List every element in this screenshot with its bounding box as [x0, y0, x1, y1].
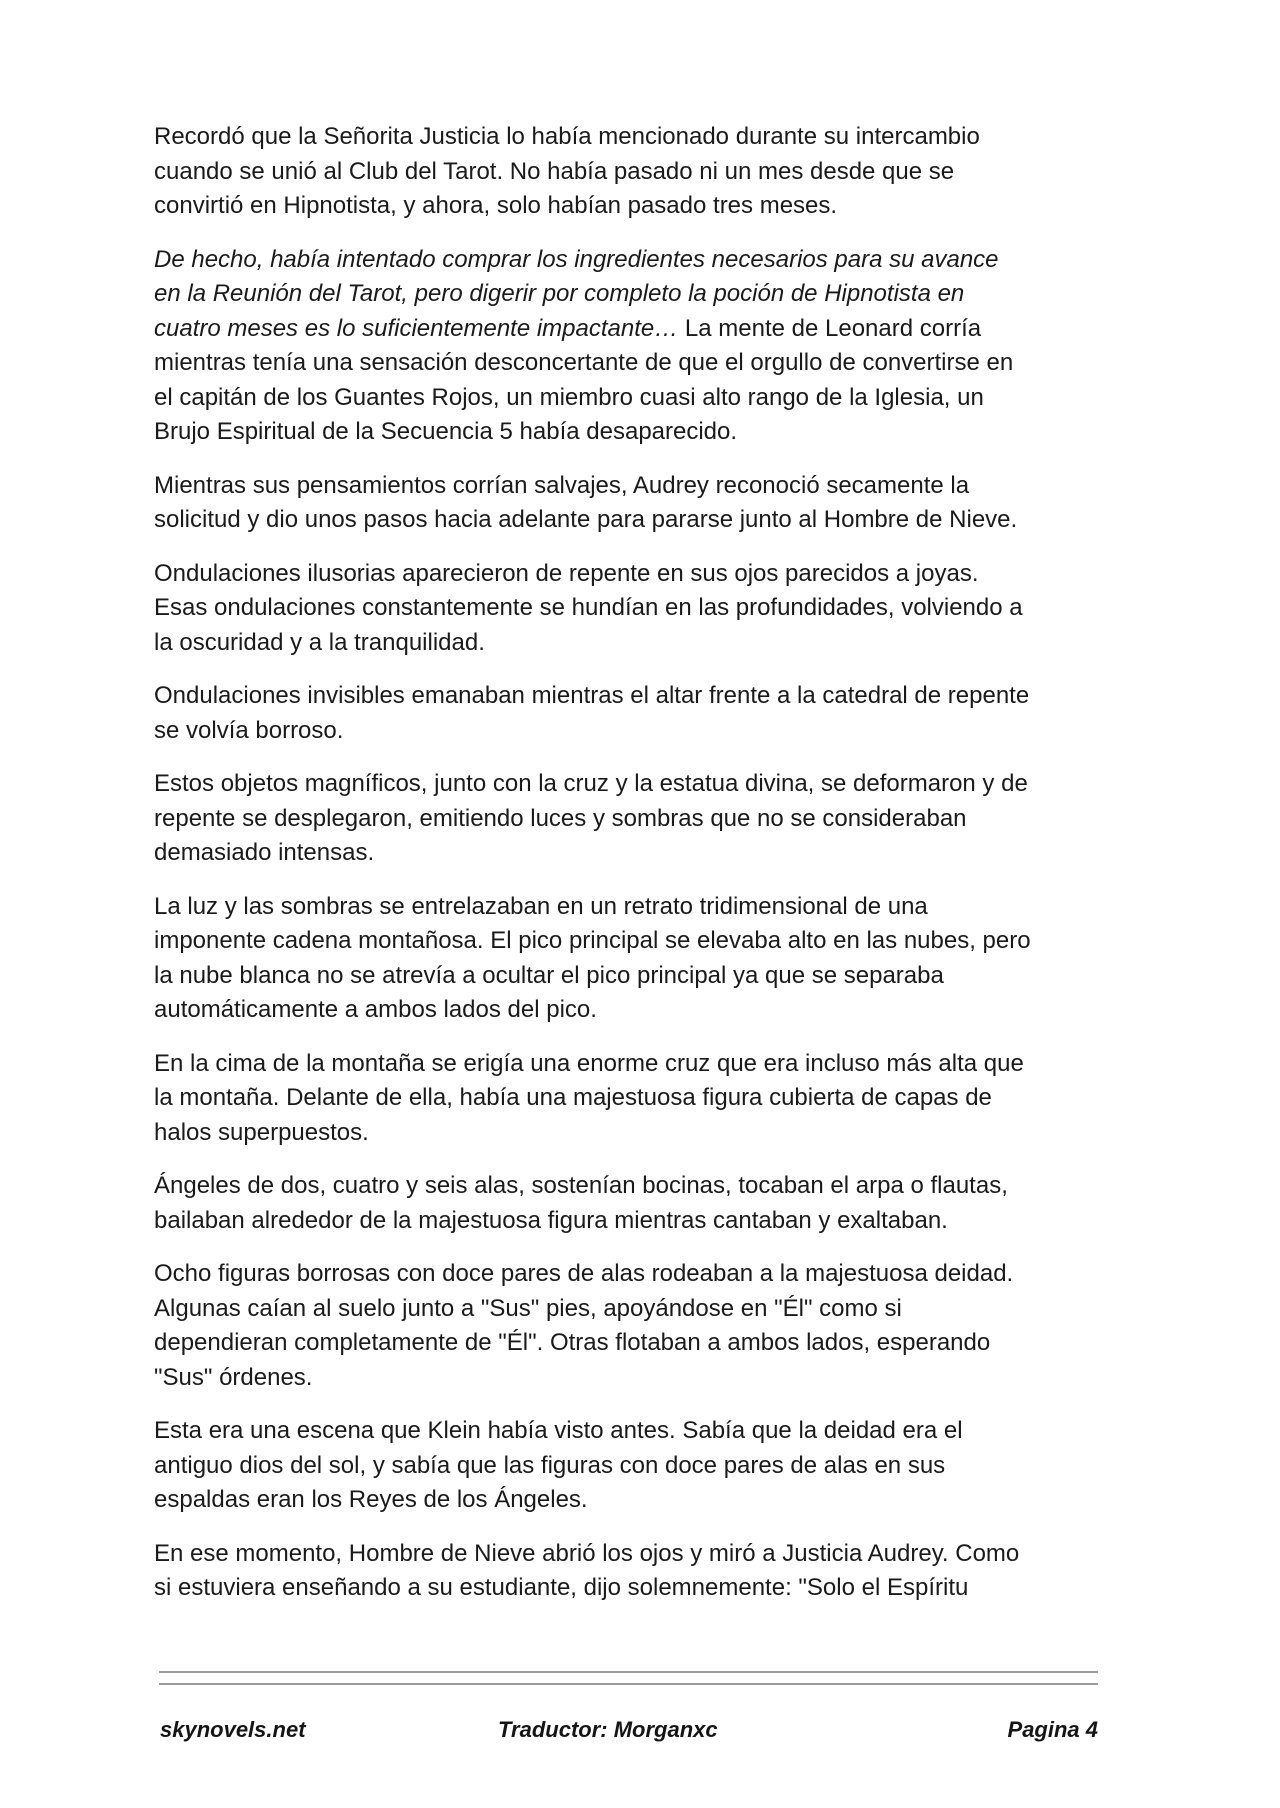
text-line: [154, 1361, 1154, 1396]
text-run: Algunas caían al suelo junto a "Sus" pies, apoyándose en "Él" como si: [154, 1294, 902, 1322]
text-run: convirtió en Hipnotista, y ahora, solo habían pasado tres meses.: [154, 192, 838, 219]
italic-text-run: De hecho, había intentado comprar los ingredientes necesarios para su avance: [154, 245, 999, 273]
text-run: espaldas eran los Reyes de los Ángeles.: [154, 1486, 588, 1513]
text-run: el capitán de los Guantes Rojos, un miembro cuasi alto rango de la Iglesia, un: [154, 383, 984, 411]
text-run: bailaban alrededor de la majestuosa figura mientras cantaban y exaltaban.: [154, 1206, 948, 1234]
paragraph: [154, 469, 1154, 538]
text-run: Brujo Espiritual de la Secuencia 5 había desaparecido.: [154, 418, 738, 445]
paragraph: [154, 243, 1154, 450]
paragraph: [154, 767, 1154, 871]
text-run: si estuviera enseñando a su estudiante, dijo solemnemente: "Solo el Espíritu: [154, 1574, 969, 1601]
text-run: La luz y las sombras se entrelazaban en un retrato tridimensional de una: [154, 892, 928, 920]
text-run: mientras tenía una sensación desconcertante de que el orgullo de convertirse en: [154, 349, 1014, 376]
text-run: En ese momento, Hombre de Nieve abrió los ojos y miró a Justicia Audrey. Como: [154, 1539, 1020, 1567]
text-run: automáticamente a ambos lados del pico.: [154, 996, 597, 1023]
text-run: Esta era una escena que Klein había visto antes. Sabía que la deidad era el: [154, 1417, 963, 1444]
text-run: dependieran completamente de "Él". Otras flotaban a ambos lados, esperando: [154, 1329, 991, 1356]
text-line: [154, 714, 1154, 749]
paragraph: [154, 679, 1154, 748]
text-line: [154, 155, 1154, 190]
text-line: [154, 277, 1154, 312]
text-run: imponente cadena montañosa. El pico principal se elevaba alto en las nubes, pero: [154, 927, 1031, 954]
text-line: [154, 1571, 1154, 1606]
text-line: [154, 557, 1154, 592]
paragraph: [154, 557, 1154, 661]
italic-text-run: cuatro meses es lo suficientemente impactante…: [154, 314, 679, 342]
text-line: [154, 346, 1154, 381]
footer-page-number: Pagina 4: [1007, 1717, 1098, 1742]
text-line: [154, 1047, 1154, 1082]
text-run: La mente de Leonard corría: [678, 314, 982, 342]
footer-divider: [159, 1671, 1098, 1673]
text-line: [154, 1081, 1154, 1116]
text-line: [154, 1204, 1154, 1239]
text-line: [154, 993, 1154, 1028]
text-line: [154, 1326, 1154, 1361]
text-run: demasiado intensas.: [154, 839, 375, 866]
text-run: se volvía borroso.: [154, 716, 344, 744]
footer-divider: [159, 1683, 1098, 1685]
paragraph: [154, 1169, 1154, 1238]
text-line: [154, 959, 1154, 994]
text-run: la nube blanca no se atrevía a ocultar el pico principal ya que se separaba: [154, 961, 944, 989]
text-line: [154, 802, 1154, 837]
text-run: Esas ondulaciones constantemente se hundían en las profundidades, volviendo a: [154, 594, 1023, 621]
paragraph: [154, 1257, 1154, 1395]
text-run: Ocho figuras borrosas con doce pares de alas rodeaban a la majestuosa deidad.: [154, 1260, 1014, 1287]
text-line: [154, 312, 1154, 347]
text-run: Recordó que la Señorita Justicia lo había mencionado durante su intercambio: [154, 123, 980, 150]
text-line: [154, 1169, 1154, 1204]
text-line: [154, 243, 1154, 278]
text-line: [154, 120, 1154, 155]
text-line: [154, 503, 1154, 538]
text-line: [154, 1257, 1154, 1292]
text-line: [154, 415, 1154, 450]
text-line: [154, 591, 1154, 626]
paragraph: [154, 1414, 1154, 1518]
text-line: [154, 679, 1154, 714]
paragraph: [154, 120, 1154, 224]
text-line: [154, 1414, 1154, 1449]
text-run: Ondulaciones ilusorias aparecieron de repente en sus ojos parecidos a joyas.: [154, 559, 979, 587]
paragraph: [154, 1047, 1154, 1151]
text-line: [154, 1292, 1154, 1327]
text-run: cuando se unió al Club del Tarot. No había pasado ni un mes desde que se: [154, 157, 955, 185]
text-run: la montaña. Delante de ella, había una majestuosa figura cubierta de capas de: [154, 1084, 992, 1111]
text-run: la oscuridad y a la tranquilidad.: [154, 628, 485, 656]
text-line: [154, 767, 1154, 802]
text-run: antiguo dios del sol, y sabía que las figuras con doce pares de alas en sus: [154, 1451, 946, 1479]
text-line: [154, 890, 1154, 925]
text-line: [154, 1537, 1154, 1572]
text-run: solicitud y dio unos pasos hacia adelante para pararse junto al Hombre de Nieve.: [154, 506, 1018, 533]
text-run: Estos objetos magníficos, junto con la cruz y la estatua divina, se deformaron y de: [154, 770, 1028, 797]
footer-translator: Traductor: Morganxc: [498, 1717, 718, 1742]
text-run: Ondulaciones invisibles emanaban mientras el altar frente a la catedral de repente: [154, 682, 1030, 709]
text-run: halos superpuestos.: [154, 1118, 369, 1146]
text-run: En la cima de la montaña se erigía una enorme cruz que era incluso más alta que: [154, 1049, 1024, 1077]
text-run: repente se desplegaron, emitiendo luces y sombras que no se consideraban: [154, 804, 967, 832]
text-line: [154, 469, 1154, 504]
text-line: [154, 1116, 1154, 1151]
text-run: Mientras sus pensamientos corrían salvajes, Audrey reconoció secamente la: [154, 471, 970, 499]
text-line: [154, 189, 1154, 224]
italic-text-run: en la Reunión del Tarot, pero digerir por completo la poción de Hipnotista en: [154, 280, 965, 307]
paragraph: [154, 1537, 1154, 1606]
page-body: [154, 120, 1154, 1625]
text-run: Ángeles de dos, cuatro y seis alas, sostenían bocinas, tocaban el arpa o flautas,: [154, 1172, 1008, 1199]
text-line: [154, 1449, 1154, 1484]
text-line: [154, 626, 1154, 661]
paragraph: [154, 890, 1154, 1028]
text-line: [154, 381, 1154, 416]
text-line: [154, 836, 1154, 871]
text-line: [154, 1483, 1154, 1518]
text-line: [154, 924, 1154, 959]
text-run: "Sus" órdenes.: [154, 1363, 313, 1391]
footer-site: skynovels.net: [160, 1717, 306, 1742]
